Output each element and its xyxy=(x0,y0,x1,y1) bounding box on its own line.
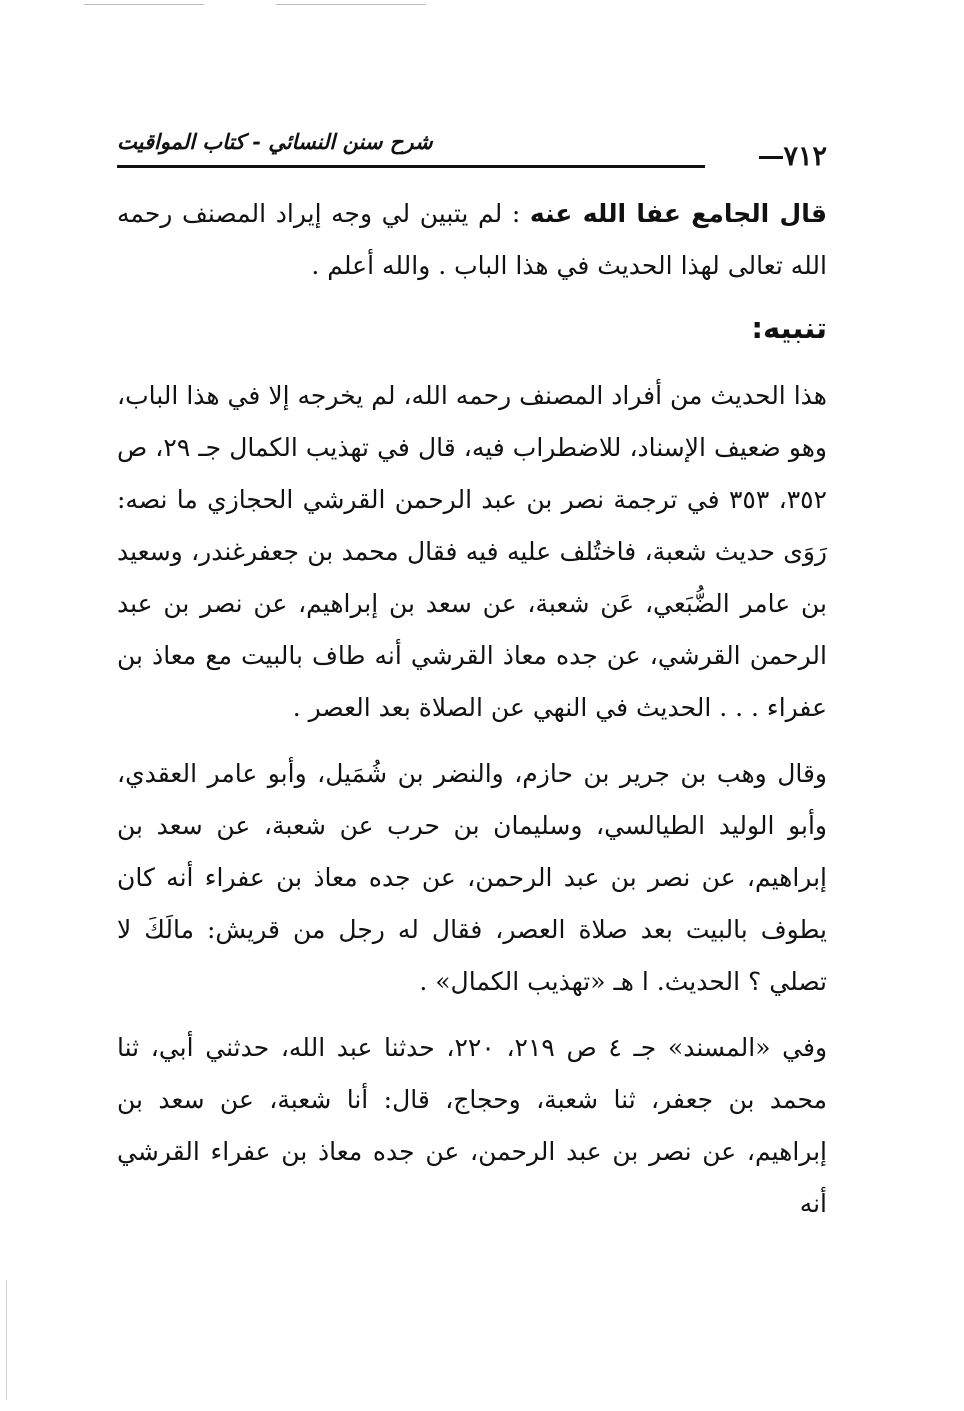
scan-edge-line xyxy=(276,4,426,5)
main-text xyxy=(117,188,827,1230)
body-paragraph: وقال وهب بن جرير بن حازم، والنضر بن شُمَيل، وأبو عامر العقدي، وأبو الوليد الطيالسي، وسليمان بن حرب عن شعبة، عن سعد بن إبراهيم، عن نصر بن عبد الرحمن، عن جده معاذ بن عفراء أنه كان يطوف بالبيت بعد صلاة العصر، فقال له رجل من قريش: مالَكَ لا تصلي ؟ الحديث. ا هـ «تهذيب الكمال» . xyxy=(117,759,827,996)
scan-edge-line xyxy=(6,1280,7,1400)
paragraph-text: : لم يتبين لي وجه إيراد المصنف رحمه الله تعالى لهذا الحديث في هذا الباب . والله أعلم . xyxy=(117,199,827,280)
author-remark-paragraph xyxy=(117,188,827,292)
body-paragraph: وفي «المسند» جـ ٤ ص ٢١٩، ٢٢٠، حدثنا عبد الله، حدثني أبي، ثنا محمد بن جعفر، ثنا شعبة، وحجاج، قال: أنا شعبة، عن سعد بن إبراهيم، عن نصر بن عبد الرحمن، عن جده معاذ بن عفراء القرشي أنه xyxy=(117,1033,828,1218)
scan-edge-line xyxy=(84,4,204,5)
section-heading: تنبيه: xyxy=(751,311,827,345)
body-paragraph: هذا الحديث من أفراد المصنف رحمه الله، لم يخرجه إلا في هذا الباب، وهو ضعيف الإسناد، للاضطراب فيه، قال في تهذيب الكمال جـ ٢٩، ص ٣٥٢، ٣٥٣ في ترجمة نصر بن عبد الرحمن القرشي الحجازي ما نصه: رَوَى حديث شعبة، فاختُلف عليه فيه فقال محمد بن جعفرغندر، وسعيد بن عامر الضُّبَعي، عَن شعبة، عن سعد بن إبراهيم، عن نصر بن عبد الرحمن القرشي، عن جده معاذ القرشي أنه طاف بالبيت مع معاذ بن عفراء . . . الحديث في النهي عن الصلاة بعد العصر . xyxy=(117,381,828,722)
paragraph-lead: قال الجامع عفا الله عنه xyxy=(529,199,828,228)
running-title: شرح سنن النسائي - كتاب المواقيت xyxy=(117,129,433,154)
page-number: ٧١٢ xyxy=(749,142,827,172)
header-rule xyxy=(117,165,705,168)
